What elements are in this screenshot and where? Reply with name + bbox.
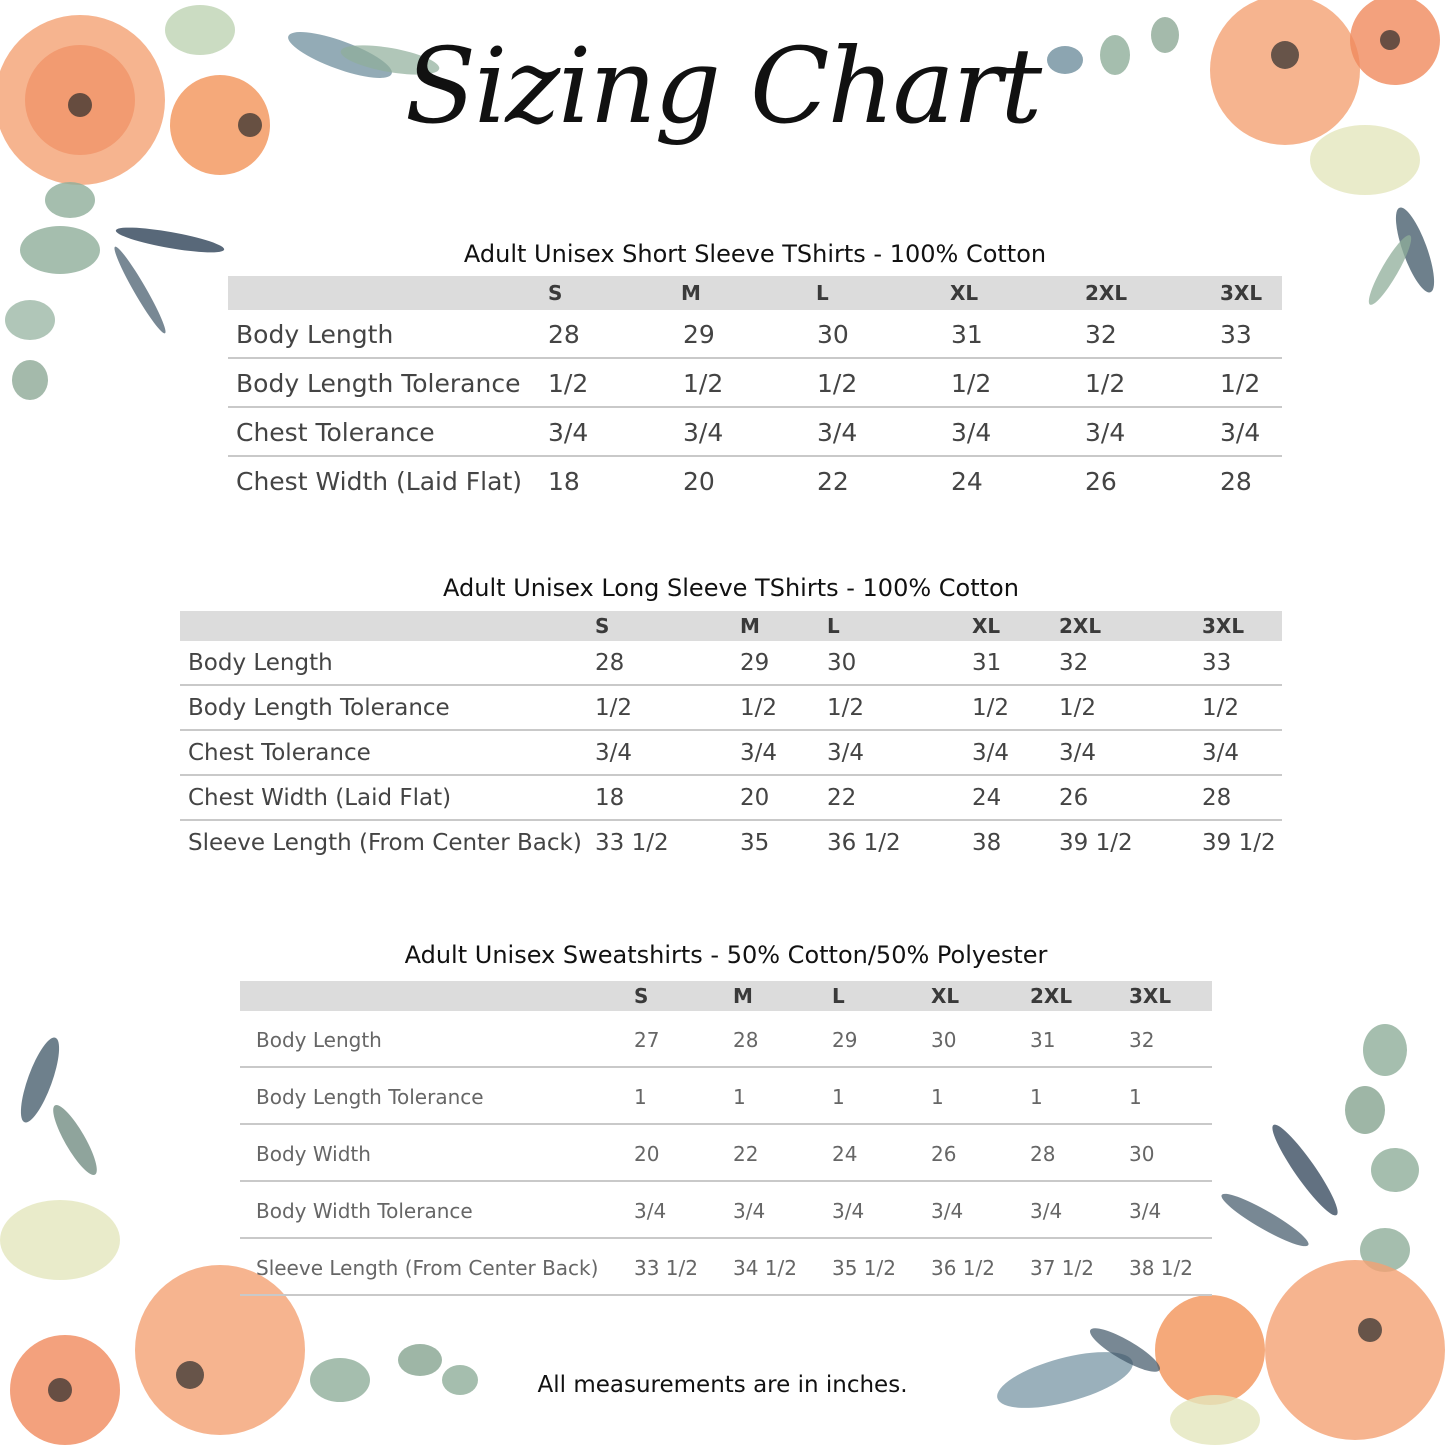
measurement-value: 3/4 [548, 418, 589, 447]
measurement-value: 1/2 [1220, 369, 1261, 398]
measurement-value: 31 [1030, 1028, 1056, 1052]
measurement-value: 3/4 [634, 1199, 667, 1223]
measurement-value: 30 [1129, 1142, 1155, 1166]
measurement-label: Body Length Tolerance [236, 369, 521, 398]
measurement-value: 1/2 [951, 369, 992, 398]
measurement-value: 30 [817, 320, 849, 349]
measurement-value: 3/4 [733, 1199, 766, 1223]
measurement-label: Sleeve Length (From Center Back) [256, 1256, 599, 1280]
measurement-value: 39 1/2 [1059, 830, 1133, 856]
table-row [228, 310, 1282, 359]
table-header [180, 611, 1282, 641]
measurement-label: Body Length [256, 1028, 382, 1052]
measurement-value: 27 [634, 1028, 660, 1052]
table-row [180, 641, 1282, 686]
table-row [228, 457, 1282, 504]
size-header: 3XL [1129, 984, 1172, 1008]
measurement-value: 30 [827, 650, 857, 676]
measurement-value: 1/2 [1085, 369, 1126, 398]
table-header [240, 981, 1212, 1011]
measurement-value: 3/4 [595, 740, 633, 766]
table-row [180, 821, 1282, 864]
measurement-label: Chest Width (Laid Flat) [188, 785, 452, 811]
size-header: M [681, 281, 701, 305]
measurement-value: 3/4 [972, 740, 1010, 766]
measurement-value: 26 [1085, 467, 1117, 496]
size-header: S [634, 984, 649, 1008]
measurement-value: 36 1/2 [931, 1256, 995, 1280]
measurement-value: 33 1/2 [634, 1256, 698, 1280]
table-row [180, 776, 1282, 821]
measurement-value: 1/2 [972, 695, 1010, 721]
measurement-value: 29 [740, 650, 770, 676]
measurement-value: 1/2 [1202, 695, 1240, 721]
measurement-value: 3/4 [817, 418, 858, 447]
size-header: 3XL [1202, 614, 1245, 638]
measurement-value: 1/2 [595, 695, 633, 721]
size-header: M [740, 614, 760, 638]
size-header: 3XL [1220, 281, 1263, 305]
measurement-value: 24 [832, 1142, 858, 1166]
measurement-value: 26 [931, 1142, 957, 1166]
measurement-value: 1/2 [683, 369, 724, 398]
measurement-value: 35 [740, 830, 770, 856]
size-header: 2XL [1085, 281, 1128, 305]
size-header: S [595, 614, 610, 638]
measurement-value: 24 [951, 467, 983, 496]
measurement-label: Body Width Tolerance [256, 1199, 473, 1223]
table-row [240, 1011, 1212, 1068]
measurement-value: 32 [1129, 1028, 1155, 1052]
measurement-label: Body Width [256, 1142, 371, 1166]
size-header: L [816, 281, 829, 305]
size-header: L [832, 984, 845, 1008]
measurement-value: 31 [951, 320, 983, 349]
measurement-value: 1 [931, 1085, 944, 1109]
measurement-value: 22 [827, 785, 857, 811]
size-header: 2XL [1030, 984, 1073, 1008]
measurement-value: 28 [548, 320, 580, 349]
measurement-value: 3/4 [931, 1199, 964, 1223]
measurement-value: 1/2 [817, 369, 858, 398]
measurement-value: 3/4 [740, 740, 778, 766]
measurement-value: 1/2 [827, 695, 865, 721]
measurement-value: 3/4 [832, 1199, 865, 1223]
size-header: XL [931, 984, 960, 1008]
measurement-value: 28 [1030, 1142, 1056, 1166]
measurement-value: 20 [634, 1142, 660, 1166]
table-row [228, 359, 1282, 408]
table-header [228, 276, 1282, 310]
measurement-label: Chest Tolerance [188, 740, 371, 766]
measurement-value: 34 1/2 [733, 1256, 797, 1280]
measurement-value: 28 [1220, 467, 1252, 496]
measurement-value: 22 [733, 1142, 759, 1166]
measurement-value: 36 1/2 [827, 830, 901, 856]
measurement-label: Body Length Tolerance [256, 1085, 484, 1109]
measurement-value: 3/4 [1030, 1199, 1063, 1223]
measurement-label: Body Length [188, 650, 333, 676]
size-table [228, 276, 1282, 506]
size-header: 2XL [1059, 614, 1102, 638]
measurement-value: 24 [972, 785, 1002, 811]
measurement-value: 3/4 [1129, 1199, 1162, 1223]
measurement-value: 29 [832, 1028, 858, 1052]
table-row [240, 1182, 1212, 1239]
table-title: Adult Unisex Sweatshirts - 50% Cotton/50% Polyester [404, 941, 1048, 969]
size-header: M [733, 984, 753, 1008]
table-row [240, 1068, 1212, 1125]
table-title: Adult Unisex Long Sleeve TShirts - 100% Cotton [443, 574, 1019, 602]
measurement-value: 32 [1085, 320, 1117, 349]
measurement-label: Chest Width (Laid Flat) [236, 467, 522, 496]
measurement-value: 30 [931, 1028, 957, 1052]
measurement-value: 3/4 [683, 418, 724, 447]
measurement-value: 38 [972, 830, 1002, 856]
measurement-value: 28 [733, 1028, 759, 1052]
measurement-label: Body Length Tolerance [188, 695, 450, 721]
measurement-note: All measurements are in inches. [537, 1372, 908, 1398]
measurement-value: 26 [1059, 785, 1089, 811]
measurement-value: 1 [733, 1085, 746, 1109]
measurement-value: 3/4 [1220, 418, 1261, 447]
page-title: Sizing Chart [404, 25, 1041, 147]
size-header: L [827, 614, 840, 638]
measurement-value: 32 [1059, 650, 1089, 676]
measurement-value: 3/4 [1202, 740, 1240, 766]
measurement-value: 37 1/2 [1030, 1256, 1094, 1280]
measurement-value: 1 [634, 1085, 647, 1109]
measurement-value: 20 [740, 785, 770, 811]
measurement-value: 1/2 [1059, 695, 1097, 721]
measurement-label: Chest Tolerance [236, 418, 435, 447]
measurement-value: 3/4 [1059, 740, 1097, 766]
size-header: S [548, 281, 563, 305]
measurement-value: 33 [1220, 320, 1252, 349]
size-table [180, 611, 1282, 866]
table-row [240, 1125, 1212, 1182]
measurement-value: 28 [1202, 785, 1232, 811]
size-table [240, 981, 1212, 1296]
measurement-value: 18 [548, 467, 580, 496]
measurement-value: 33 [1202, 650, 1232, 676]
measurement-value: 3/4 [1085, 418, 1126, 447]
size-header: XL [972, 614, 1001, 638]
measurement-label: Body Length [236, 320, 394, 349]
measurement-value: 39 1/2 [1202, 830, 1276, 856]
measurement-value: 22 [817, 467, 849, 496]
measurement-value: 1/2 [740, 695, 778, 721]
measurement-value: 20 [683, 467, 715, 496]
measurement-value: 31 [972, 650, 1002, 676]
table-row [180, 686, 1282, 731]
measurement-label: Sleeve Length (From Center Back) [188, 830, 582, 856]
measurement-value: 18 [595, 785, 625, 811]
measurement-value: 28 [595, 650, 625, 676]
measurement-value: 3/4 [951, 418, 992, 447]
measurement-value: 1 [1129, 1085, 1142, 1109]
table-row [180, 731, 1282, 776]
measurement-value: 1 [1030, 1085, 1043, 1109]
measurement-value: 1/2 [548, 369, 589, 398]
measurement-value: 29 [683, 320, 715, 349]
measurement-value: 3/4 [827, 740, 865, 766]
size-header: XL [950, 281, 979, 305]
table-title: Adult Unisex Short Sleeve TShirts - 100% Cotton [463, 240, 1047, 268]
measurement-value: 35 1/2 [832, 1256, 896, 1280]
measurement-value: 1 [832, 1085, 845, 1109]
measurement-value: 38 1/2 [1129, 1256, 1193, 1280]
table-row [228, 408, 1282, 457]
table-row [240, 1239, 1212, 1296]
measurement-value: 33 1/2 [595, 830, 669, 856]
